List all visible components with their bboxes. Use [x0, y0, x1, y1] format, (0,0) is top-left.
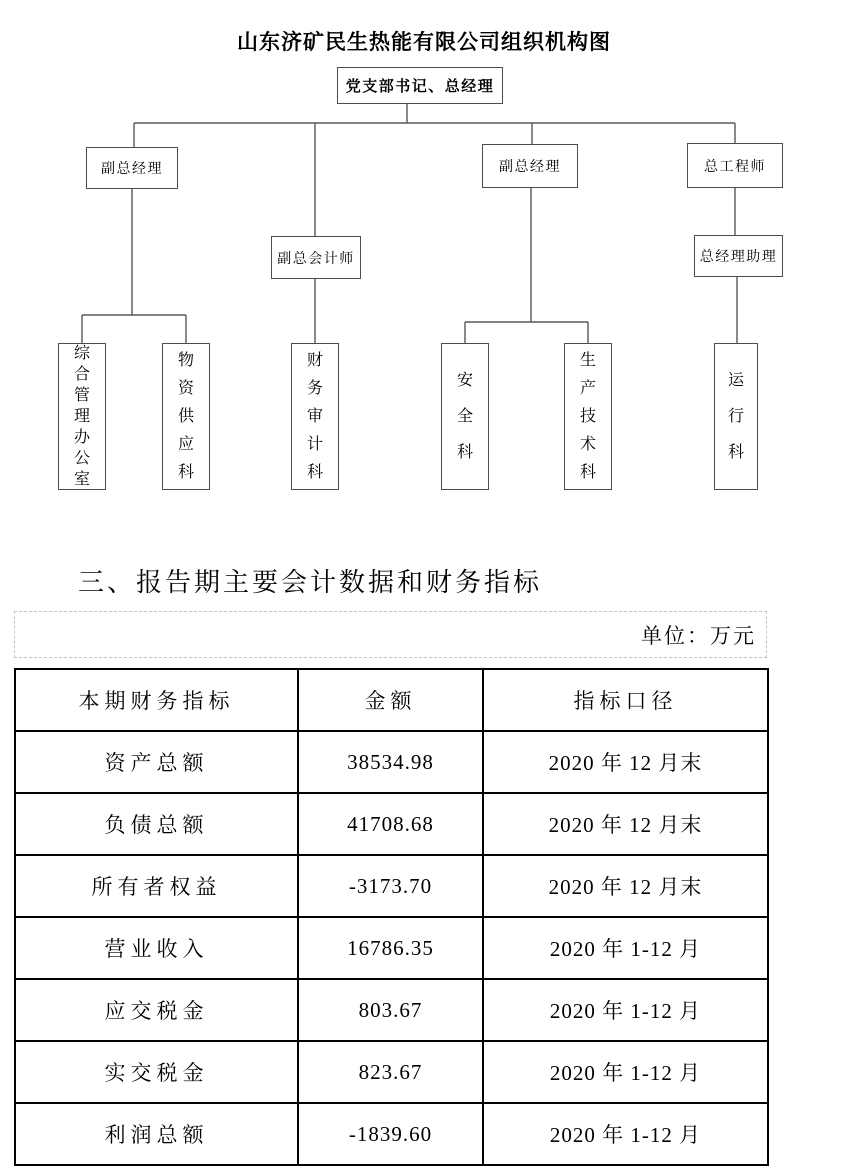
scope-cell: 2020 年 1-12 月: [483, 1103, 768, 1165]
amount-cell: 38534.98: [298, 731, 483, 793]
org-node-material-supply: 物资供应科: [162, 343, 210, 490]
org-node-finance-audit: 财务审计科: [291, 343, 339, 490]
section-heading: 三、报告期主要会计数据和财务指标: [78, 568, 543, 597]
amount-cell: 16786.35: [298, 917, 483, 979]
table-row: [15, 917, 768, 979]
scope-cell: 2020 年 12 月末: [483, 731, 768, 793]
indicator-cell: 应交税金: [15, 979, 298, 1041]
org-node-gm-assistant: 总经理助理: [694, 235, 783, 277]
financial-indicators-table: [14, 668, 769, 1166]
amount-cell: -3173.70: [298, 855, 483, 917]
org-node-production-tech: 生产技术科: [564, 343, 612, 490]
amount-cell: 41708.68: [298, 793, 483, 855]
table-row: [15, 1103, 768, 1165]
scope-cell: 2020 年 1-12 月: [483, 917, 768, 979]
amount-cell: -1839.60: [298, 1103, 483, 1165]
unit-note: 单位：万元: [641, 623, 756, 648]
scope-cell: 2020 年 12 月末: [483, 855, 768, 917]
table-header-row: [15, 669, 768, 731]
header-scope: 指标口径: [483, 669, 768, 731]
org-node-chief-engineer: 总工程师: [687, 143, 783, 188]
scope-cell: 2020 年 1-12 月: [483, 979, 768, 1041]
header-indicator: 本期财务指标: [15, 669, 298, 731]
table-row: [15, 979, 768, 1041]
table-row: [15, 731, 768, 793]
org-chart-title: 山东济矿民生热能有限公司组织机构图: [237, 30, 611, 54]
org-node-deputy-gm-right: 副总经理: [482, 144, 578, 188]
scope-cell: 2020 年 12 月末: [483, 793, 768, 855]
table-row: [15, 1041, 768, 1103]
org-node-safety: 安全科: [441, 343, 489, 490]
org-node-general-admin-office: 综合管理办公室: [58, 343, 106, 490]
connector-right-subtree: [465, 188, 588, 343]
org-node-deputy-gm-left: 副总经理: [86, 147, 178, 189]
table-row: [15, 793, 768, 855]
amount-cell: 803.67: [298, 979, 483, 1041]
amount-cell: 823.67: [298, 1041, 483, 1103]
org-node-operation: 运行科: [714, 343, 758, 490]
connector-left-subtree: [82, 189, 186, 343]
indicator-cell: 利润总额: [15, 1103, 298, 1165]
indicator-cell: 实交税金: [15, 1041, 298, 1103]
unit-note-box: [14, 611, 767, 658]
indicator-cell: 资产总额: [15, 731, 298, 793]
table-row: [15, 855, 768, 917]
indicator-cell: 所有者权益: [15, 855, 298, 917]
org-node-root: 党支部书记、总经理: [337, 67, 503, 104]
org-node-deputy-chief-accountant: 副总会计师: [271, 236, 361, 279]
indicator-cell: 营业收入: [15, 917, 298, 979]
header-amount: 金额: [298, 669, 483, 731]
indicator-cell: 负债总额: [15, 793, 298, 855]
scope-cell: 2020 年 1-12 月: [483, 1041, 768, 1103]
